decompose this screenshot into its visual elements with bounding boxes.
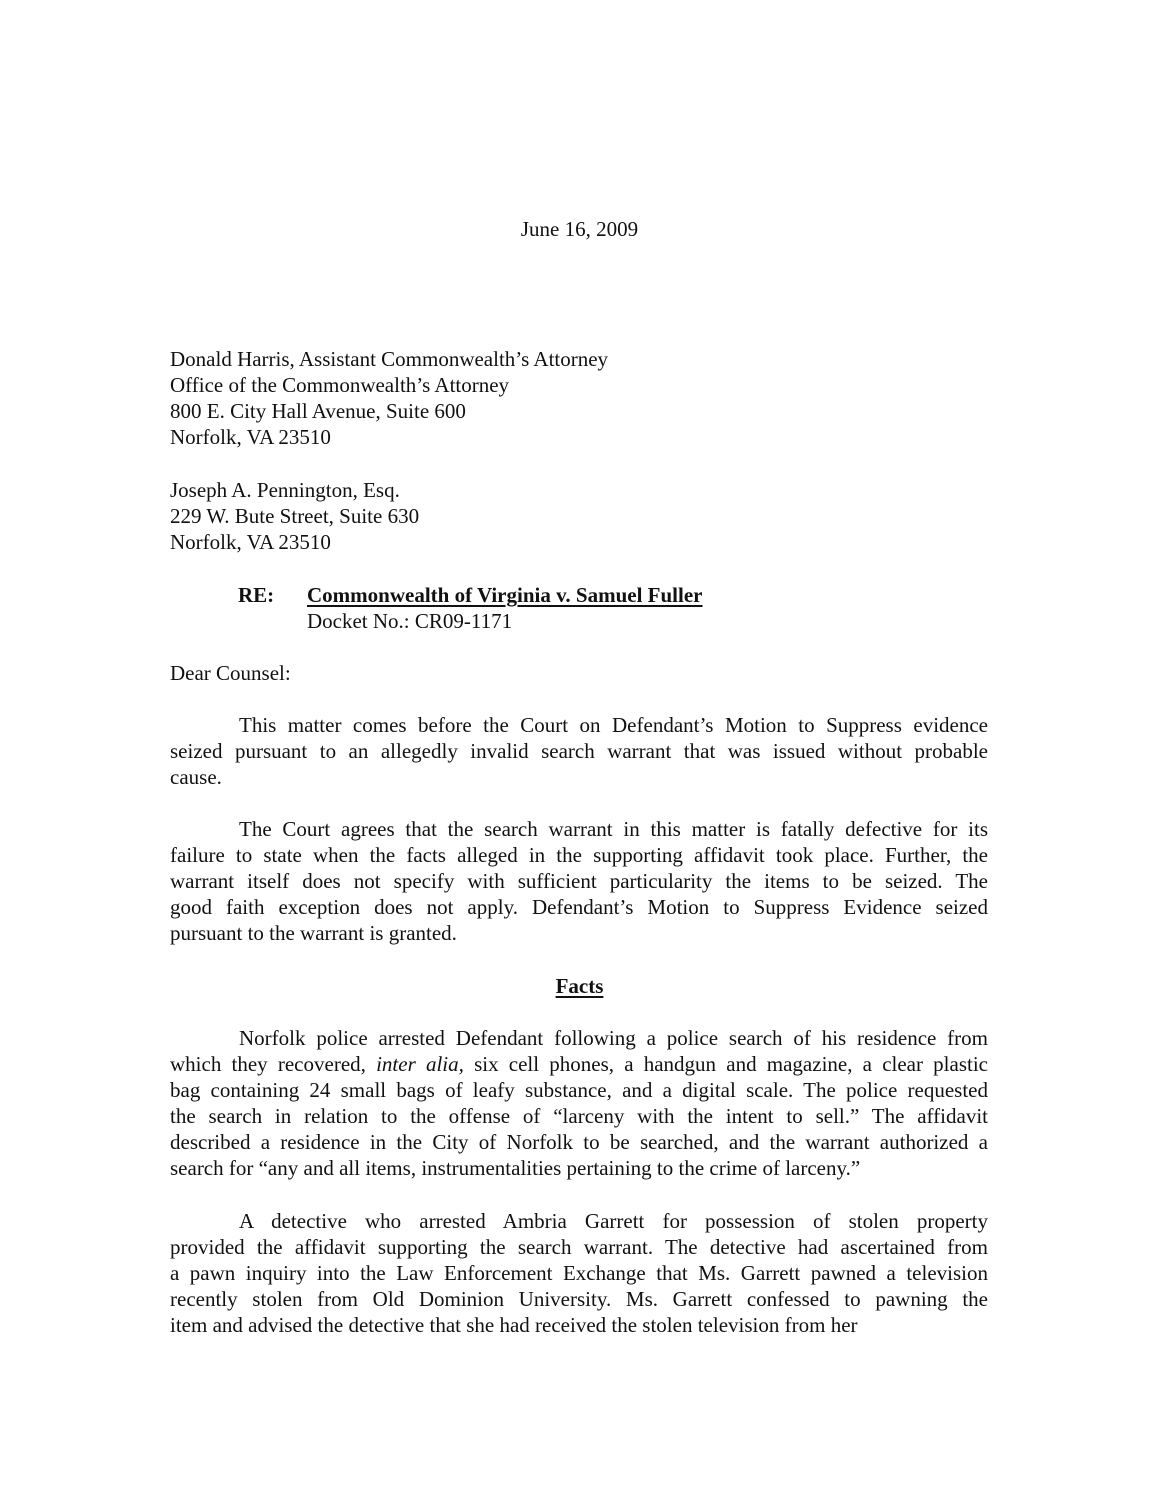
paragraph-line: failure to state when the facts alleged in the supporting affidavit took place. Further, the (170, 843, 988, 867)
recipient2-line: 229 W. Bute Street, Suite 630 (170, 504, 420, 528)
italic-phrase: inter alia, (376, 1052, 464, 1076)
paragraph-line: A detective who arrested Ambria Garrett for possession of stolen property (239, 1209, 988, 1233)
line-text: which they recovered, (170, 1052, 377, 1076)
paragraph-line: warrant itself does not specify with sufficient particularity the items to be seized. The (170, 869, 988, 893)
paragraph-line: provided the affidavit supporting the search warrant. The detective had ascertained from (170, 1235, 988, 1259)
docket-number: Docket No.: CR09-1171 (307, 609, 513, 633)
paragraph-2 (170, 816, 988, 946)
paragraph-line (170, 1051, 988, 1077)
recipient1-line: 800 E. City Hall Avenue, Suite 600 (170, 399, 466, 423)
recipient1-line: Donald Harris, Assistant Commonwealth’s Attorney (170, 347, 609, 371)
line-text: six cell phones, a handgun and magazine, a clear plastic (463, 1052, 988, 1076)
paragraph-line: recently stolen from Old Dominion University. Ms. Garrett confessed to pawning the (170, 1287, 988, 1311)
paragraph-line: good faith exception does not apply. Defendant’s Motion to Suppress Evidence seized (170, 895, 988, 919)
paragraph-line: This matter comes before the Court on Defendant’s Motion to Suppress evidence (239, 713, 988, 737)
paragraph-line: seized pursuant to an allegedly invalid search warrant that was issued without probable (170, 739, 988, 763)
paragraph-line: a pawn inquiry into the Law Enforcement Exchange that Ms. Garrett pawned a television (170, 1261, 988, 1285)
letter-date: June 16, 2009 (520, 217, 639, 241)
facts-heading: Facts (555, 974, 604, 998)
paragraph-1 (170, 712, 988, 790)
paragraph-line: cause. (170, 765, 222, 789)
paragraph-line: item and advised the detective that she had received the stolen television from her (170, 1313, 858, 1337)
paragraph-line: pursuant to the warrant is granted. (170, 921, 457, 945)
salutation: Dear Counsel: (170, 661, 291, 685)
recipient1-line: Office of the Commonwealth’s Attorney (170, 373, 510, 397)
paragraph-line: The Court agrees that the search warrant in this matter is fatally defective for its (239, 817, 988, 841)
recipient2-line: Joseph A. Pennington, Esq. (170, 478, 400, 502)
re-label: RE: (238, 583, 275, 607)
paragraph-line: bag containing 24 small bags of leafy substance, and a digital scale. The police requested (170, 1078, 988, 1102)
recipient1-line: Norfolk, VA 23510 (170, 425, 331, 449)
recipient2-line: Norfolk, VA 23510 (170, 530, 331, 554)
paragraph-line: search for “any and all items, instrumentalities pertaining to the crime of larceny.” (170, 1156, 861, 1180)
paragraph-line: the search in relation to the offense of “larceny with the intent to sell.” The affidavit (170, 1104, 988, 1128)
case-title: Commonwealth of Virginia v. Samuel Fuller (307, 583, 703, 607)
paragraph-3 (170, 1025, 988, 1181)
paragraph-4 (170, 1208, 988, 1338)
paragraph-line: Norfolk police arrested Defendant following a police search of his residence from (239, 1026, 988, 1050)
paragraph-line: described a residence in the City of Norfolk to be searched, and the warrant authorized a (170, 1130, 988, 1154)
